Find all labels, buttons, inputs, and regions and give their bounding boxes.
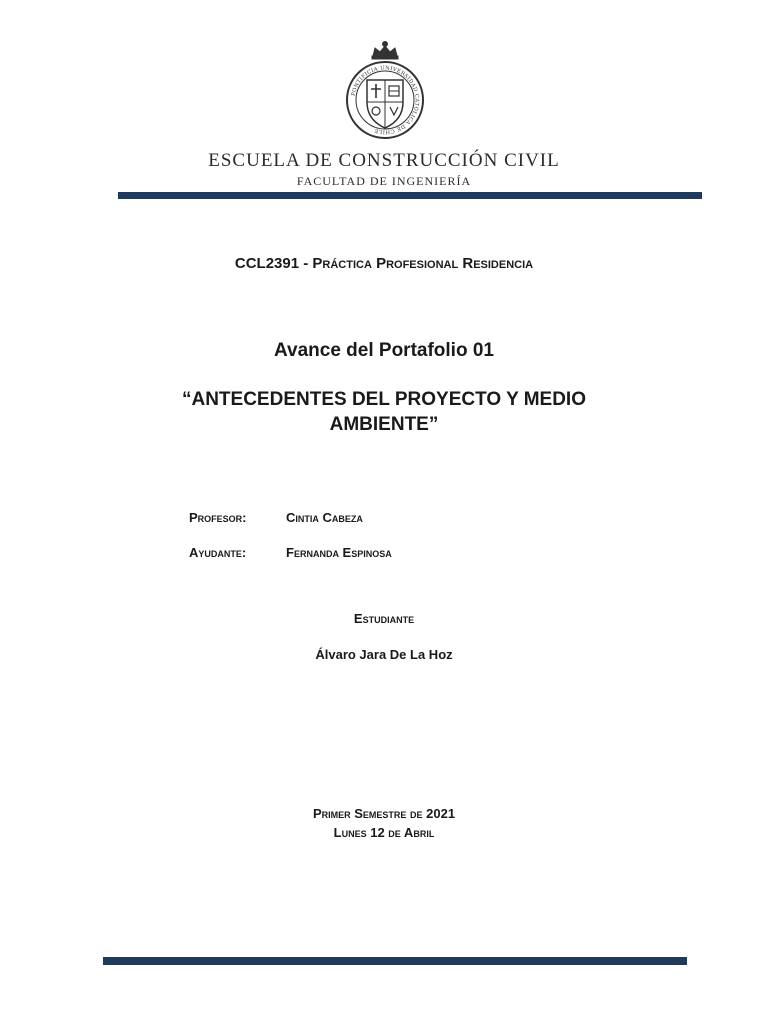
semester: Primer Semestre de 2021 (312, 806, 456, 821)
course-title: CCL2391 - Práctica Profesional Residencia (234, 255, 534, 272)
ayudante-label: Ayudante: (189, 545, 247, 560)
date: Lunes 12 de Abril (333, 825, 435, 840)
student-name: Álvaro Jara De La Hoz (315, 647, 453, 662)
svg-text:PONTIFICIA UNIVERSIDAD CATÓLIC: PONTIFICIA UNIVERSIDAD CATÓLICA DE CHILE (350, 65, 420, 135)
faculty-name: FACULTAD DE INGENIERÍA (296, 174, 472, 188)
footer-divider (103, 957, 687, 965)
university-seal-icon (345, 40, 425, 140)
report-title: Avance del Portafolio 01 (274, 340, 494, 361)
ayudante-row (189, 545, 392, 560)
project-title: “ANTECEDENTES DEL PROYECTO Y MEDIO AMBIENTE” (181, 389, 586, 435)
profesor-label: Profesor: (189, 510, 247, 525)
header-divider (118, 192, 702, 199)
ayudante-value: Fernanda Espinosa (286, 545, 392, 560)
profesor-row (189, 510, 363, 525)
school-name: ESCUELA DE CONSTRUCCIÓN CIVIL (208, 150, 560, 171)
profesor-value: Cintia Cabeza (286, 510, 363, 525)
student-label: Estudiante (353, 611, 415, 626)
